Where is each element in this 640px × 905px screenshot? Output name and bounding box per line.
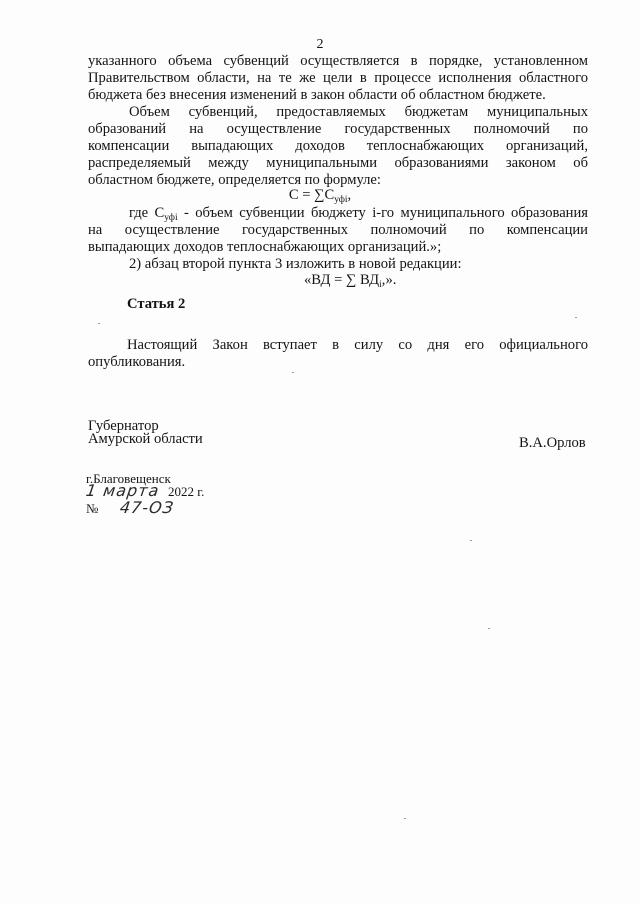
paragraph-line: бюджета без внесения изменений в закон области об областном бюджете. [88, 87, 546, 103]
where-line: где $С_{уфi}$ - объем субвенции бюджету i-го муниципального образования [129, 205, 588, 223]
where-line: на осуществление государственных полномочий по компенсации [88, 222, 588, 238]
signatory-title: Губернатор [88, 418, 159, 434]
paragraph-line: Правительством области, на те же цели в процессе исполнения областного [88, 70, 588, 86]
year: 2022 г. [168, 484, 205, 499]
formula-subvention: $С = \sum С_{уфi}$, [288, 187, 352, 205]
paragraph-line: образований на осуществление государственных полномочий по [88, 121, 588, 137]
scan-speck [488, 628, 490, 629]
signatory-title: Амурской области [88, 431, 203, 447]
amendment-item: 2) абзац второй пункта 3 изложить в новой редакции: [129, 256, 462, 272]
handwritten-number: 47-ОЗ [118, 498, 176, 517]
article-line: Настоящий Закон вступает в силу со дня его официального [127, 337, 588, 353]
city: г.Благовещенск [86, 471, 171, 486]
paragraph-line: распределяемый между муниципальными образованиями законом об [88, 155, 588, 171]
formula-vd: «ВД = ∑ $ВД_i$,». [304, 272, 397, 290]
paragraph-line: компенсации выпадающих доходов теплоснабжающих организаций, [88, 138, 588, 154]
page-number: 2 [316, 37, 324, 52]
where-line: выпадающих доходов теплоснабжающих организаций.»; [88, 239, 442, 255]
article-heading: Статья 2 [127, 296, 186, 312]
scan-speck [292, 372, 294, 373]
paragraph-line: областном бюджете, определяется по формуле: [88, 172, 381, 188]
paragraph-line: указанного объема субвенций осуществляется в порядке, установленном [88, 53, 588, 69]
signatory-name: В.А.Орлов [519, 435, 586, 451]
handwritten-date: 1 марта [84, 481, 161, 500]
scan-speck [470, 540, 472, 541]
number-label: № [86, 501, 99, 516]
paragraph-line: Объем субвенций, предоставляемых бюджетам муниципальных [129, 104, 588, 120]
scan-speck [98, 323, 100, 324]
article-line: опубликования. [88, 354, 186, 370]
scan-speck [404, 818, 406, 819]
scan-speck [575, 317, 577, 318]
